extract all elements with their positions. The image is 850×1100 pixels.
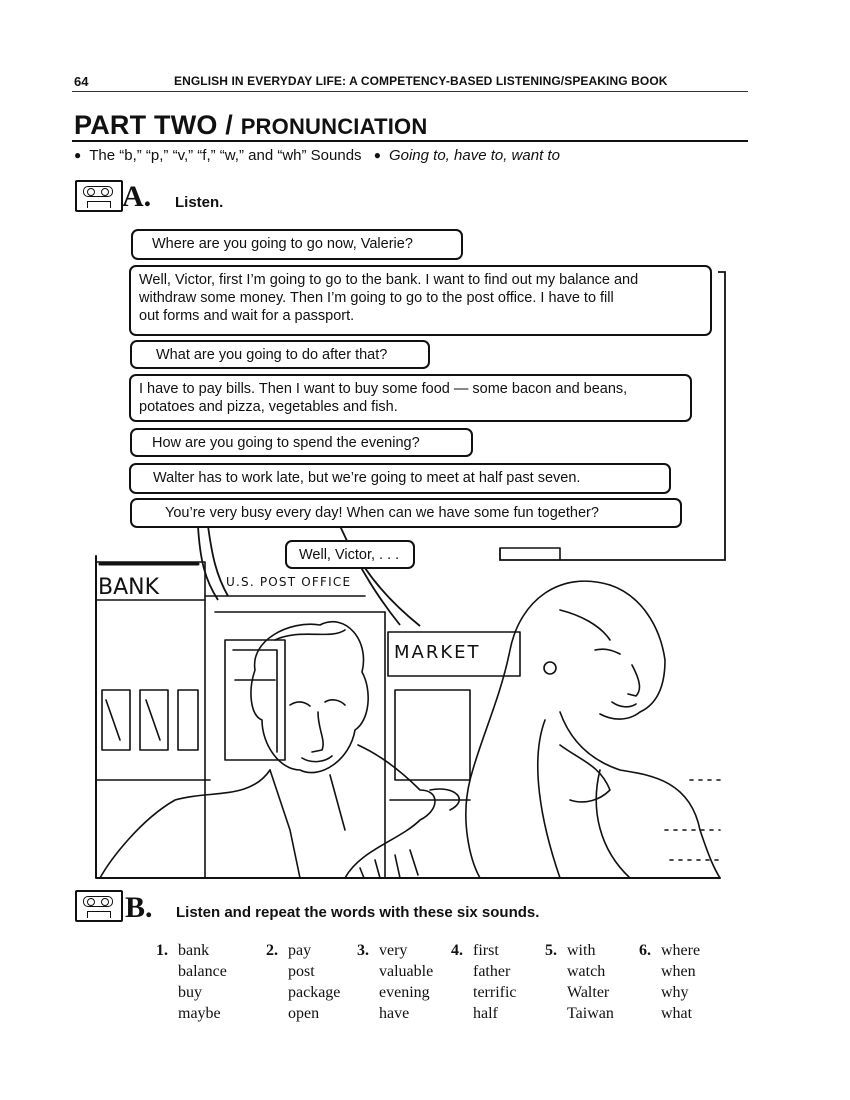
practice-word: very: [379, 942, 408, 959]
speech-bubble-1: [131, 229, 463, 260]
practice-word: package: [288, 984, 341, 1001]
practice-word: where: [661, 942, 701, 959]
topic-grammar: Going to, have to, want to: [388, 147, 560, 164]
practice-word: evening: [379, 984, 430, 1001]
post-office-sign: U.S. POST OFFICE: [226, 575, 352, 589]
dialogue-line: Well, Victor, first I’m going to go to the bank. I want to find out my balance and: [139, 272, 639, 288]
practice-word: valuable: [379, 963, 434, 980]
practice-word: watch: [567, 963, 606, 980]
speech-bubble-6: [129, 463, 671, 494]
dialogue-line: Walter has to work late, but we’re going to meet at half past seven.: [153, 470, 581, 486]
dialogue-line: Well, Victor, . . .: [299, 547, 400, 563]
speech-bubble-5: [130, 428, 473, 457]
practice-word: open: [288, 1005, 320, 1022]
dialogue-line: Where are you going to go now, Valerie?: [152, 236, 413, 252]
market-sign: MARKET: [394, 642, 481, 663]
bullet-icon: ●: [373, 148, 381, 162]
page-number: 64: [74, 74, 89, 89]
practice-word: father: [473, 963, 511, 980]
practice-word: Taiwan: [567, 1005, 614, 1022]
speech-bubble-2: [129, 265, 712, 336]
bank-sign: BANK: [98, 575, 160, 600]
practice-word: first: [473, 942, 499, 959]
dialogue-line: What are you going to do after that?: [156, 347, 388, 363]
dialogue-line: I have to pay bills. Then I want to buy some food — some bacon and beans,: [139, 381, 628, 397]
word-group-number: 1.: [156, 942, 168, 959]
practice-word: why: [661, 984, 689, 1001]
section-b-letter: B.: [125, 891, 153, 924]
dialogue-line: You’re very busy every day! When can we have some fun together?: [165, 505, 599, 521]
practice-word: half: [473, 1005, 498, 1022]
practice-word: terrific: [473, 984, 517, 1001]
practice-word: maybe: [178, 1005, 221, 1022]
word-group-number: 5.: [545, 942, 557, 959]
practice-word: buy: [178, 984, 202, 1001]
practice-word: pay: [288, 942, 312, 959]
practice-word: balance: [178, 963, 227, 980]
speech-bubble-4: [129, 374, 692, 422]
practice-word: what: [661, 1005, 693, 1022]
speech-bubble-7: [130, 498, 682, 528]
practice-word: have: [379, 1005, 410, 1022]
part-title: PART TWO: [74, 110, 218, 140]
dialogue-line: withdraw some money. Then I’m going to go to the post office. I have to fill: [139, 290, 614, 306]
section-a-letter: A.: [122, 180, 152, 213]
bullet-icon: ●: [74, 148, 82, 162]
word-group-number: 4.: [451, 942, 463, 959]
section-a-instruction: Listen.: [175, 194, 224, 211]
section-b-instruction: Listen and repeat the words with these six sounds.: [176, 904, 540, 921]
speech-bubble-3: [130, 340, 430, 369]
practice-word: with: [567, 942, 596, 959]
practice-word: post: [288, 963, 315, 980]
topic-sounds: The “b,” “p,” “v,” “f,” “w,” and “wh” Sounds: [89, 147, 362, 164]
dialogue-line: How are you going to spend the evening?: [152, 435, 420, 451]
practice-word: when: [661, 963, 696, 980]
cassette-icon: [75, 890, 123, 922]
word-group-number: 6.: [639, 942, 651, 959]
part-separator: /: [225, 110, 233, 140]
word-group-number: 3.: [357, 942, 369, 959]
speech-bubble-8: [285, 540, 415, 569]
word-group-number: 2.: [266, 942, 278, 959]
practice-word: bank: [178, 942, 210, 959]
practice-word: Walter: [567, 984, 610, 1001]
part-subtitle: PRONUNCIATION: [240, 114, 428, 139]
book-title: ENGLISH IN EVERYDAY LIFE: A COMPETENCY-BASED LISTENING/SPEAKING BOOK: [174, 74, 668, 88]
dialogue-line: out forms and wait for a passport.: [139, 308, 355, 324]
dialogue-line: potatoes and pizza, vegetables and fish.: [139, 399, 398, 415]
